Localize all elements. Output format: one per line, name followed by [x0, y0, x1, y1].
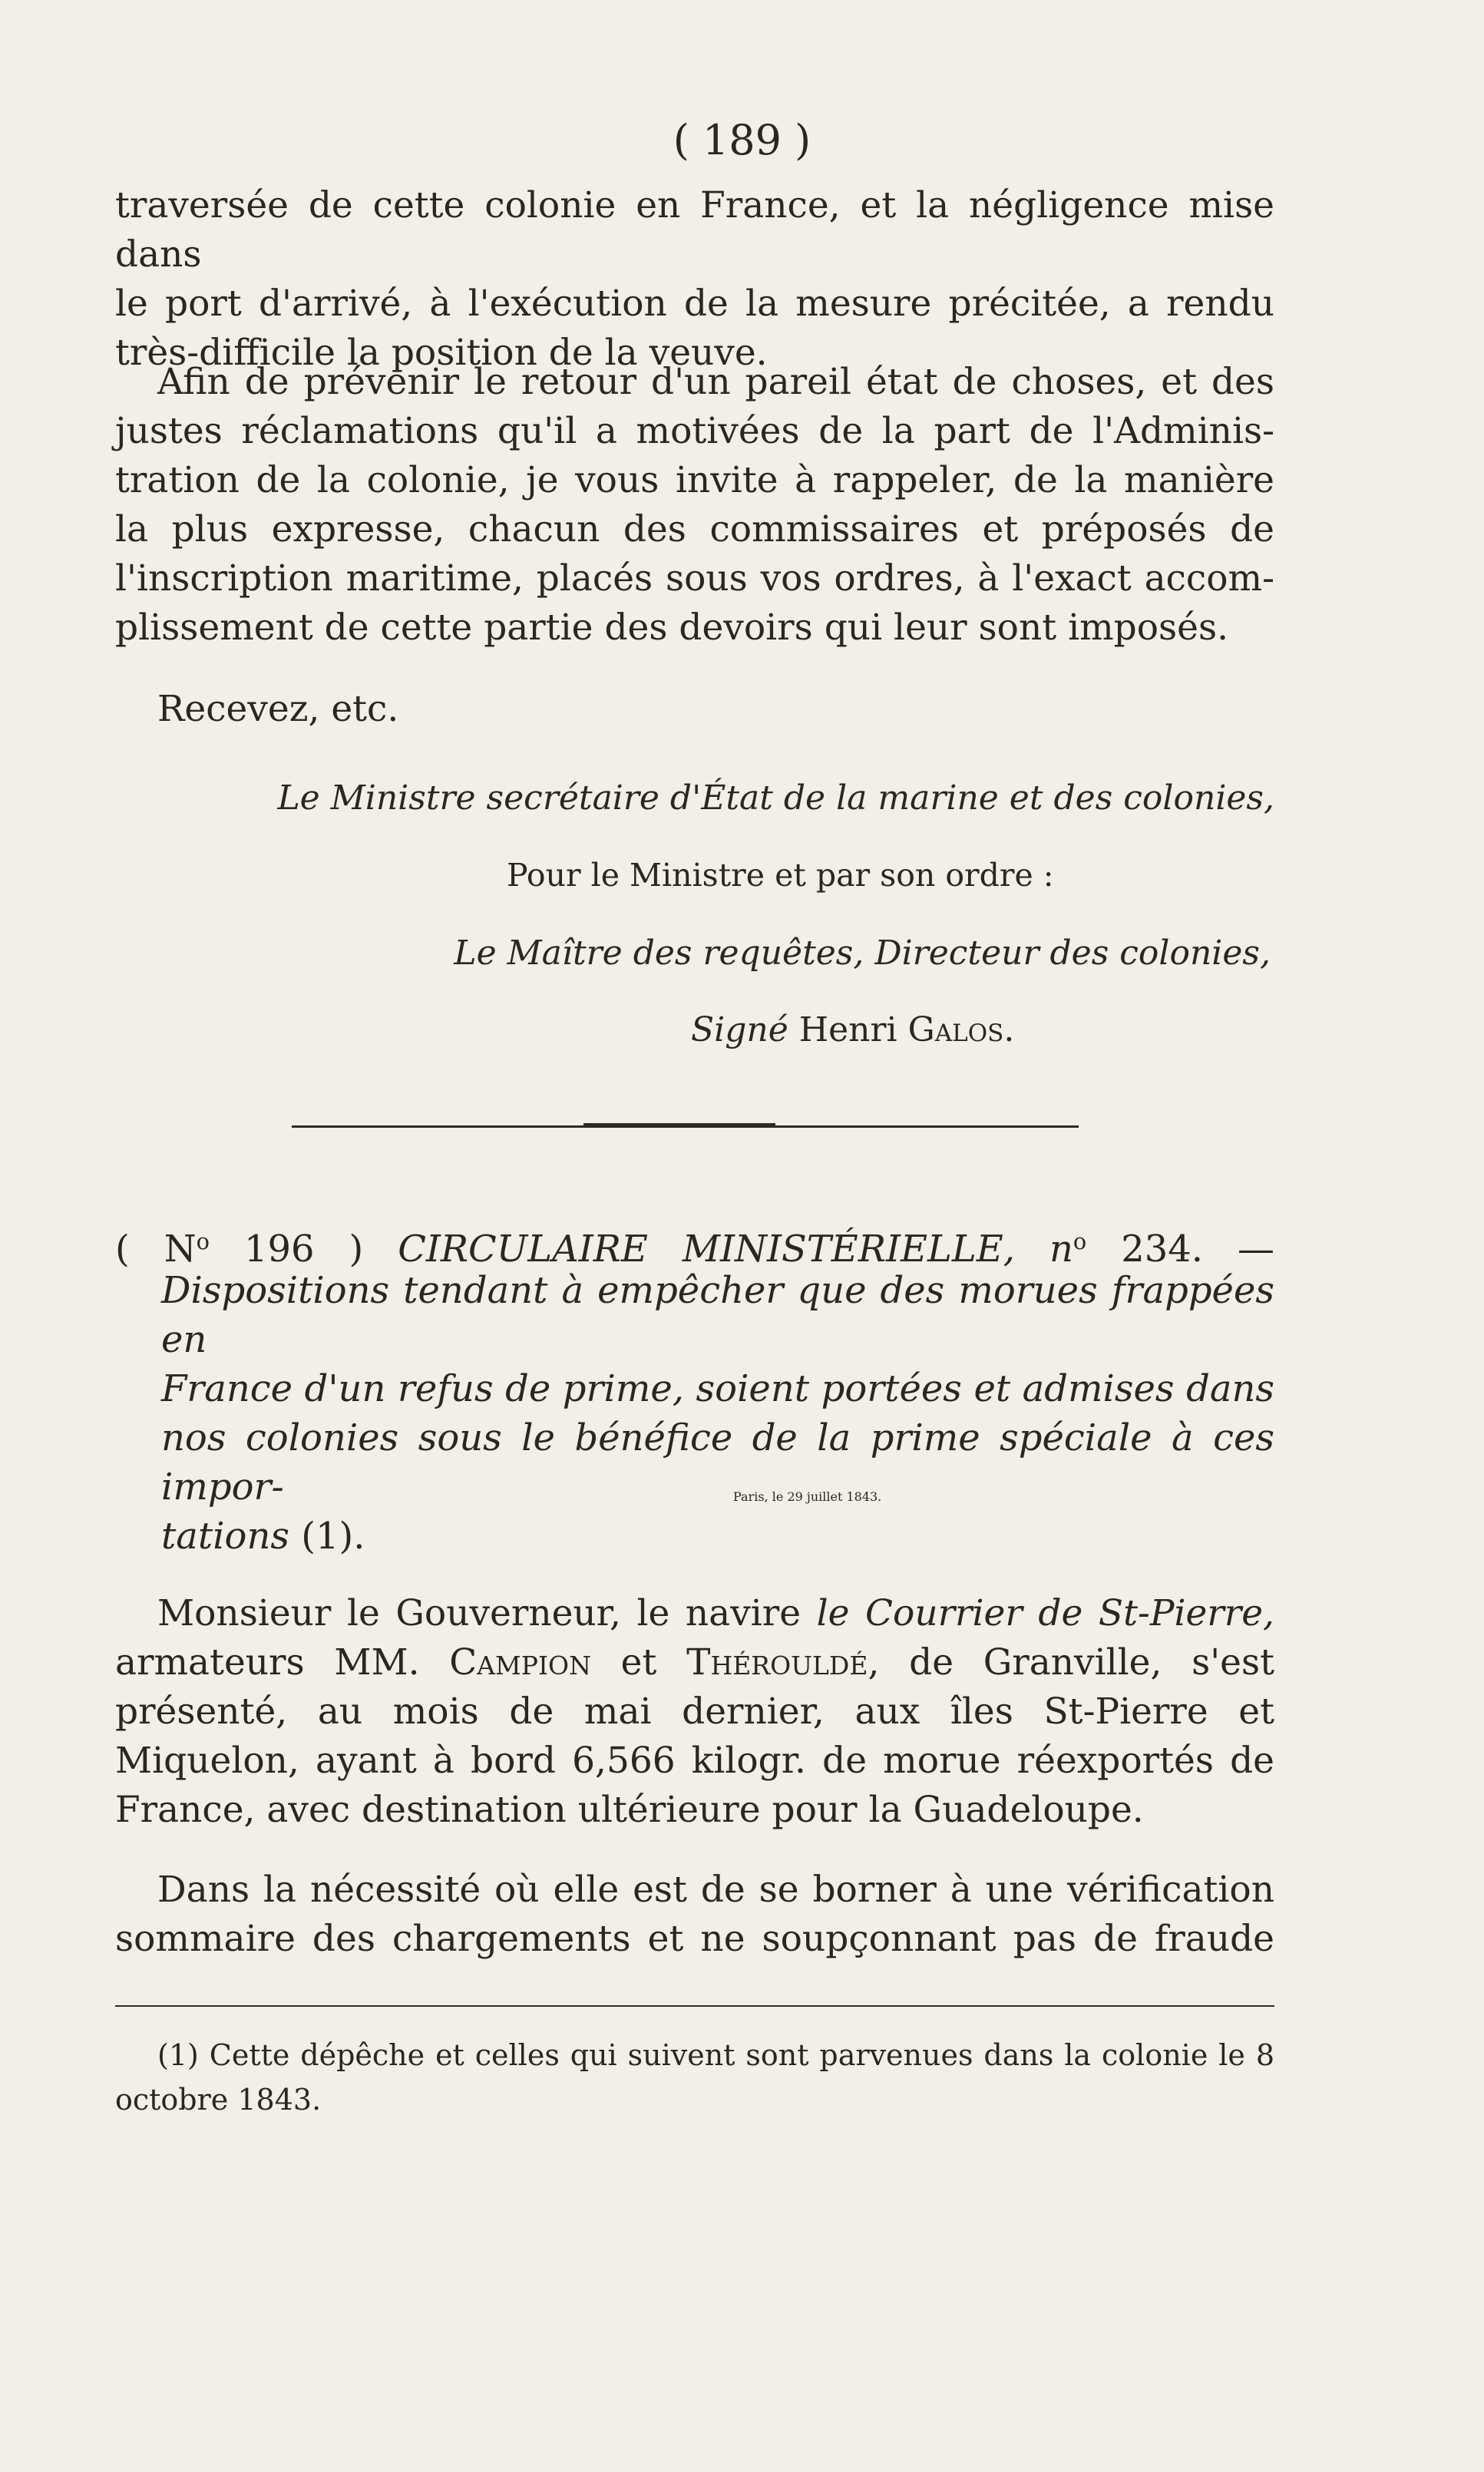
page-number: ( 189 )	[673, 116, 811, 164]
description-line: Dispositions tendant à empêcher que des morues frappées en	[161, 1269, 1274, 1361]
minister-title: Le Ministre secrétaire d'État de la marine et des colonies,	[277, 778, 1274, 818]
dateline: Paris, le 29 juillet 1843.	[733, 1489, 882, 1504]
shipowner-name: Campion	[449, 1641, 591, 1684]
paragraph-next	[115, 1866, 1274, 1964]
text-line: plissement de cette partie des devoirs qui leur sont imposés.	[115, 606, 1229, 649]
circular-description	[161, 1266, 1274, 1561]
text-line: tration de la colonie, je vous invite à rappeler, de la manière	[115, 459, 1274, 501]
text-fragment: armateurs MM.	[115, 1641, 450, 1684]
text-fragment: Monsieur le Gouverneur, le navire	[157, 1592, 817, 1634]
director-title: Le Maître des requêtes, Directeur des colonies,	[454, 934, 1271, 973]
separator-rule-center	[583, 1123, 775, 1128]
ship-name: le Courrier de St-Pierre,	[816, 1592, 1274, 1634]
description-line: nos colonies sous le bénéfice de la prime spéciale à ces impor-	[161, 1416, 1274, 1509]
text-line: très-difficile la position de la veuve.	[115, 332, 768, 374]
footnote-line: octobre 1843.	[115, 2083, 322, 2117]
circular-sub-sup: o	[1073, 1228, 1087, 1254]
shipowner-name: Thérouldé	[686, 1641, 868, 1684]
circular-heading-line	[115, 1217, 1274, 1274]
text-line: Dans la nécessité où elle est de se borner à une vérification	[157, 1869, 1274, 1911]
text-line	[115, 1589, 1274, 1638]
text-line: Recevez, etc.	[157, 688, 399, 730]
signed-last-name: Galos.	[907, 1010, 1015, 1049]
text-line: le port d'arrivé, à l'exécution de la mesure précitée, a rendu	[115, 283, 1274, 325]
footnote	[115, 2033, 1274, 2122]
text-line: présenté, au mois de mai dernier, aux îles St-Pierre et	[115, 1690, 1274, 1733]
text-line: Afin de prévenir le retour d'un pareil état de choses, et des	[157, 361, 1274, 403]
circular-number-label: ( N	[115, 1227, 197, 1271]
footnote-rule	[115, 2005, 1274, 2007]
text-line: sommaire des chargements et ne soupçonnant pas de fraude	[115, 1918, 1274, 1960]
circular-title: CIRCULAIRE MINISTÉRIELLE	[398, 1227, 1003, 1271]
closing-formula	[115, 685, 1274, 734]
signed-label: Signé	[691, 1010, 788, 1049]
signed-first-name: Henri	[798, 1010, 897, 1049]
for-minister-line: Pour le Ministre et par son ordre :	[507, 857, 1054, 894]
text-fragment: et	[590, 1641, 687, 1684]
circular-sub-number: , n	[1003, 1227, 1073, 1271]
text-line: justes réclamations qu'il a motivées de la part de l'Adminis-	[115, 410, 1274, 452]
circular-heading	[115, 1217, 1274, 1274]
description-last-word: tations	[161, 1515, 289, 1558]
description-line: France d'un refus de prime, soient portées et admises dans	[161, 1367, 1274, 1410]
paragraph-letter-body	[115, 1589, 1274, 1835]
circular-number-value: 196 )	[210, 1227, 364, 1271]
text-line: la plus expresse, chacun des commissaires et préposés de	[115, 508, 1274, 550]
circular-number-sup: o	[196, 1228, 210, 1254]
text-fragment: , de Granville, s'est	[868, 1641, 1274, 1684]
description-line-last	[161, 1512, 1274, 1561]
text-line: traversée de cette colonie en France, et la négligence mise dans	[115, 184, 1274, 276]
text-line: l'inscription maritime, placés sous vos ordres, à l'exact accom-	[115, 557, 1274, 600]
signature-line	[691, 1006, 1305, 1055]
footnote-reference: (1).	[289, 1515, 365, 1558]
text-line: Miquelon, ayant à bord 6,566 kilogr. de morue réexportés de	[115, 1740, 1274, 1782]
paragraph-instruction	[115, 358, 1274, 653]
footnote-line: (1) Cette dépêche et celles qui suivent sont parvenues dans la colonie le 8	[157, 2038, 1274, 2072]
paragraph-continuation	[115, 181, 1274, 378]
text-line: France, avec destination ultérieure pour la Guadeloupe.	[115, 1789, 1144, 1831]
circular-sub-value: 234. —	[1086, 1227, 1275, 1271]
text-line	[115, 1638, 1274, 1687]
